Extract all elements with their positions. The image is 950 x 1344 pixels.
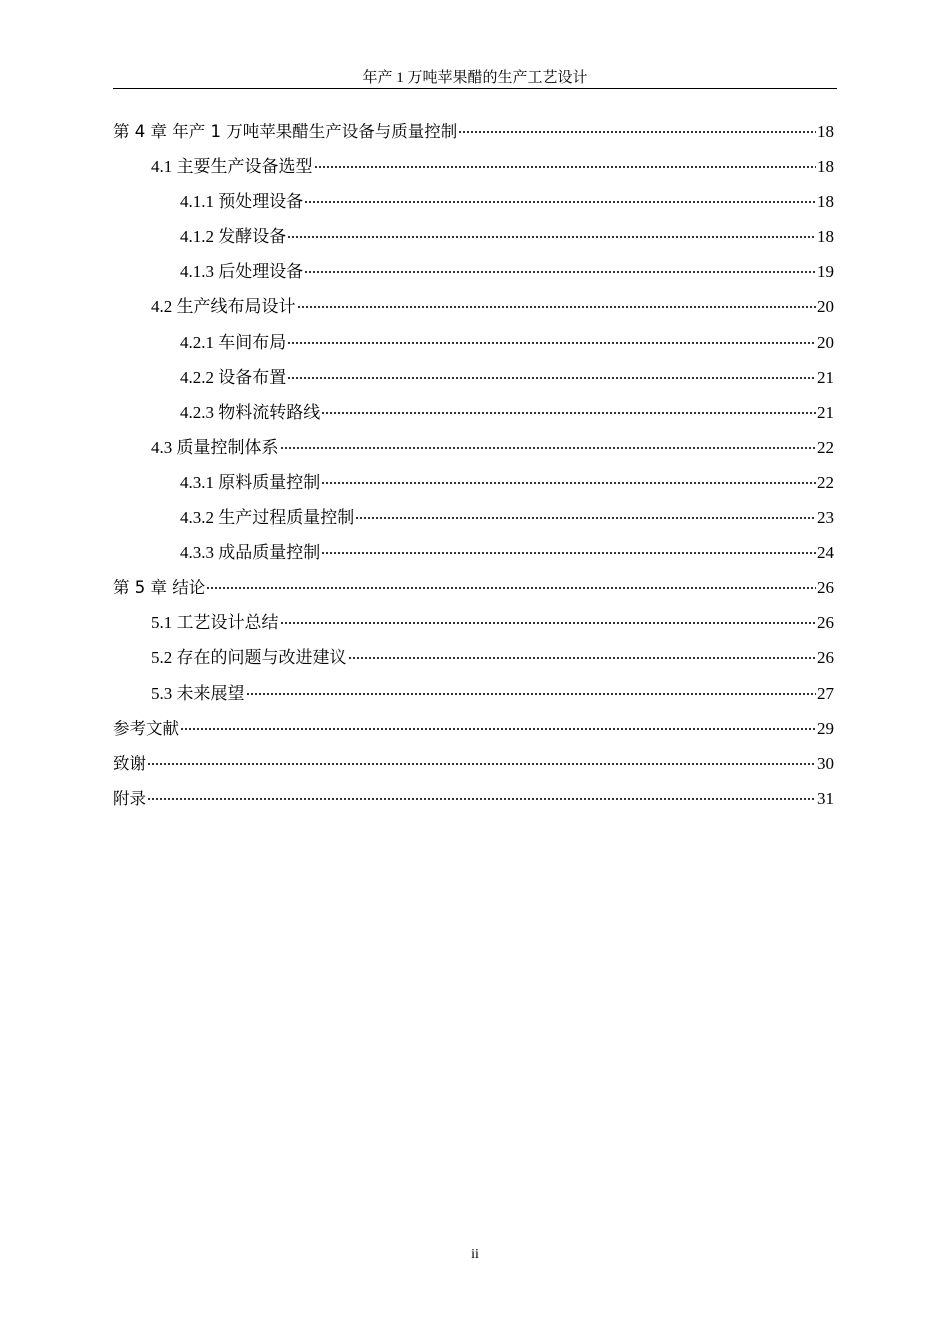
- toc-entry-title: 4.3.1 原料质量控制: [180, 472, 321, 492]
- toc-entry-subsection-4-3-1[interactable]: [113, 465, 834, 500]
- toc-entry-page: 23: [817, 508, 834, 528]
- toc-entry-appendix[interactable]: [113, 781, 834, 816]
- toc-entry-title: 5.1 工艺设计总结: [151, 613, 279, 633]
- toc-dot-leader: [321, 412, 816, 414]
- toc-entry-page: 18: [817, 227, 834, 247]
- toc-entry-page: 22: [817, 437, 834, 457]
- toc-entry-title: 4.2.2 设备布置: [180, 367, 287, 387]
- toc-entry-title: 4.3.2 生产过程质量控制: [180, 508, 355, 528]
- toc-entry-subsection-4-3-3[interactable]: [113, 535, 834, 570]
- toc-entry-page: 18: [817, 157, 834, 177]
- toc-entry-title: 4.3 质量控制体系: [151, 437, 279, 457]
- toc-entry-title: 致谢: [113, 753, 146, 773]
- toc-dot-leader: [147, 798, 816, 800]
- toc-dot-leader: [355, 517, 816, 519]
- toc-entry-acknowledgements[interactable]: [113, 746, 834, 781]
- header-rule: [113, 88, 837, 89]
- toc-entry-page: 26: [817, 578, 834, 598]
- toc-dot-leader: [304, 271, 816, 273]
- toc-dot-leader: [287, 236, 816, 238]
- toc-dot-leader: [314, 166, 817, 168]
- toc-entry-title: 4.1.2 发酵设备: [180, 227, 287, 247]
- toc-entry-title: 4.1 主要生产设备选型: [151, 157, 313, 177]
- toc-entry-page: 19: [817, 262, 834, 282]
- toc-dot-leader: [246, 693, 817, 695]
- toc-entry-section-4-1[interactable]: [113, 149, 834, 184]
- toc-entry-chapter-5[interactable]: [113, 570, 834, 605]
- toc-entry-page: 18: [817, 122, 834, 141]
- toc-entry-subsection-4-1-3[interactable]: [113, 254, 834, 289]
- toc-entry-subsection-4-2-3[interactable]: [113, 395, 834, 430]
- toc-entry-page: 30: [817, 753, 834, 773]
- toc-dot-leader: [458, 131, 816, 133]
- toc-entry-title: 4.2.1 车间布局: [180, 332, 287, 352]
- toc-entry-title: 4.2.3 物料流转路线: [180, 402, 321, 422]
- toc-entry-page: 27: [817, 683, 834, 703]
- toc-dot-leader: [180, 728, 816, 730]
- toc-dot-leader: [321, 552, 816, 554]
- toc-entry-page: 26: [817, 648, 834, 668]
- toc-entry-page: 29: [817, 718, 834, 738]
- toc-entry-page: 18: [817, 192, 834, 212]
- toc-entry-title: 参考文献: [113, 718, 179, 738]
- toc-entry-references[interactable]: [113, 711, 834, 746]
- toc-dot-leader: [348, 657, 817, 659]
- table-of-contents: [113, 114, 834, 816]
- toc-entry-section-4-2[interactable]: [113, 289, 834, 324]
- toc-entry-title: 附录: [113, 788, 146, 808]
- toc-dot-leader: [206, 587, 816, 589]
- toc-entry-chapter-4[interactable]: [113, 114, 834, 149]
- toc-entry-section-5-2[interactable]: [113, 640, 834, 675]
- toc-entry-title: 4.1.3 后处理设备: [180, 262, 304, 282]
- toc-entry-section-5-1[interactable]: [113, 605, 834, 640]
- toc-entry-page: 20: [817, 297, 834, 317]
- toc-dot-leader: [321, 482, 816, 484]
- toc-entry-section-5-3[interactable]: [113, 676, 834, 711]
- toc-entry-title: 4.1.1 预处理设备: [180, 192, 304, 212]
- toc-entry-subsection-4-3-2[interactable]: [113, 500, 834, 535]
- toc-entry-subsection-4-1-2[interactable]: [113, 219, 834, 254]
- toc-entry-section-4-3[interactable]: [113, 430, 834, 465]
- toc-dot-leader: [147, 763, 816, 765]
- toc-entry-title: 第 4 章 年产 1 万吨苹果醋生产设备与质量控制: [113, 122, 458, 141]
- toc-entry-subsection-4-2-1[interactable]: [113, 325, 834, 360]
- toc-dot-leader: [280, 622, 817, 624]
- toc-dot-leader: [287, 377, 816, 379]
- toc-entry-page: 22: [817, 472, 834, 492]
- toc-entry-page: 20: [817, 332, 834, 352]
- toc-entry-page: 21: [817, 367, 834, 387]
- toc-entry-title: 4.2 生产线布局设计: [151, 297, 296, 317]
- toc-entry-page: 26: [817, 613, 834, 633]
- toc-dot-leader: [280, 447, 817, 449]
- page-number: ii: [471, 1247, 479, 1262]
- toc-dot-leader: [304, 201, 816, 203]
- toc-dot-leader: [297, 306, 817, 308]
- running-header: 年产 1 万吨苹果醋的生产工艺设计: [362, 70, 588, 86]
- toc-entry-page: 21: [817, 402, 834, 422]
- toc-entry-title: 5.3 未来展望: [151, 683, 245, 703]
- toc-entry-subsection-4-1-1[interactable]: [113, 184, 834, 219]
- toc-entry-page: 31: [817, 788, 834, 808]
- toc-entry-title: 5.2 存在的问题与改进建议: [151, 648, 347, 668]
- toc-entry-page: 24: [817, 543, 834, 563]
- toc-entry-title: 第 5 章 结论: [113, 578, 206, 598]
- toc-entry-title: 4.3.3 成品质量控制: [180, 543, 321, 563]
- toc-dot-leader: [287, 342, 816, 344]
- toc-entry-subsection-4-2-2[interactable]: [113, 360, 834, 395]
